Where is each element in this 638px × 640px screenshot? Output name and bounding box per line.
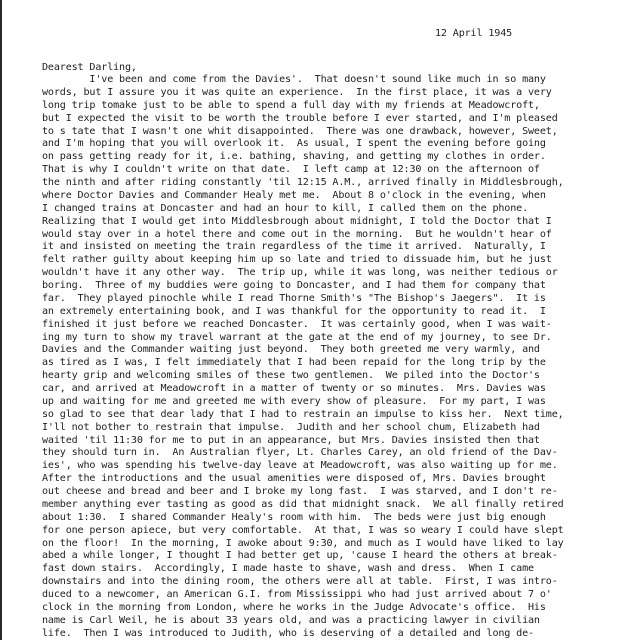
letter-line: clock in the morning from London, where he works in the Judge Advocate's office. His (42, 601, 546, 613)
letter-line: about 1:30. I shared Commander Healy's room with him. The beds were just big enough (42, 511, 546, 523)
letter-line: long trip tomake just to be able to spend a full day with my friends at Meadowcroft, (42, 99, 540, 111)
letter-line: After the introductions and the usual amenities were disposed of, Mrs. Davies brought (42, 473, 546, 485)
letter-line: fast down stairs. Accordingly, I made haste to shave, wash and dress. When I came (42, 563, 534, 575)
letter-line: up and waiting for me and greeted me with every show of pleasure. For my part, I was (42, 395, 546, 407)
letter-line: ies', who was spending his twelve-day leave at Meadowcroft, was also waiting up for me. (42, 460, 558, 472)
letter-line: I've been and come from the Davies'. That doesn't sound like much in so many (42, 74, 546, 85)
letter-line: life. Then I was introduced to Judith, who is deserving of a detailed and long de- (42, 627, 534, 639)
letter-line: ing my turn to show my travel warrant at the gate at the end of my journey, to see Dr. (42, 331, 552, 343)
letter-line: they should turn in. An Australian flyer, Lt. Charles Carey, an old friend of the Dav- (42, 447, 558, 459)
letter-line: name is Carl Weil, he is about 33 years old, and was a practicing lawyer in civilian (42, 614, 540, 626)
letter-line: it and insisted on meeting the train regardless of the time it arrived. Naturally, I (42, 241, 546, 253)
letter-line: and I'm hoping that you will overlook it. As usual, I spent the evening before going (42, 138, 546, 150)
letter-line: That is why I couldn't write on that date. I left camp at 12:30 on the afternoon of (42, 164, 540, 176)
letter-line: downstairs and into the dining room, the others were all at table. First, I was intro- (42, 576, 558, 588)
letter-line: far. They played pinochle while I read Thorne Smith's "The Bishop's Jaegers". It is (42, 292, 546, 304)
letter-line: an extremely entertaining book, and I was thankful for the opportunity to read it. I (42, 305, 546, 317)
letter-line: hearty grip and welcoming smiles of these two gentlemen. We piled into the Doctor's (42, 370, 540, 382)
letter-line: member anything ever tasting as good as did that midnight snack. We all finally retired (42, 498, 564, 510)
letter-line: felt rather guilty about keeping him up so late and tried to dissuade him, but he just (42, 254, 552, 266)
letter-salutation: Dearest Darling, (42, 62, 137, 73)
letter-line: I changed trains at Doncaster and had an hour to kill, I called them on the phone. (42, 202, 529, 214)
letter-line: Davies and the Commander waiting just beyond. They both greeted me very warmly, and (42, 344, 540, 356)
letter-line: on the floor! In the morning, I awoke about 9:30, and much as I would have liked to lay (42, 537, 564, 549)
letter-line: Realizing that I would get into Middlesbrough about midnight, I told the Doctor that I (42, 215, 552, 227)
letter-line: abed a while longer, I thought I had better get up, 'cause I heard the others at break- (42, 550, 558, 562)
letter-line: duced to a newcomer, an American G.I. from Mississippi who had just arrived about 7 o' (42, 589, 552, 600)
letter-date: 12 April 1945 (435, 28, 513, 39)
letter-line: for one person apiece, but very comfortable. At that, I was so weary I could have slept (42, 524, 564, 536)
letter-line: waited 'til 11:30 for me to put in an appearance, but Mrs. Davies insisted then that (42, 434, 540, 446)
letter-line: out cheese and bread and beer and I broke my long fast. I was starved, and I don't re- (42, 486, 558, 497)
letter-line: finished it just before we reached Doncaster. It was certainly good, when I was wait- (42, 318, 552, 330)
letter-body (42, 74, 564, 640)
letter-line: to s tate that I wasn't one whit disappointed. There was one drawback, however, Sweet, (42, 125, 558, 137)
letter-line: on pass getting ready for it, i.e. bathing, shaving, and getting my clothes in order. (42, 151, 546, 163)
letter-line: where Doctor Davies and Commander Healy met me. About 8 o'clock in the evening, when (42, 189, 546, 201)
letter-line: wouldn't have it any other way. The trip up, while it was long, was neither tedious or (42, 267, 558, 279)
letter-line: so glad to see that dear lady that I had to restrain an impulse to kiss her. Next time, (42, 408, 564, 420)
letter-line: but I expected the visit to be worth the trouble before I ever started, and I'm pleased (42, 112, 558, 124)
letter-line: boring. Three of my buddies were going to Doncaster, and I had them for company that (42, 280, 546, 291)
letter-line: words, but I assure you it was quite an experience. In the first place, it was a very (42, 86, 552, 98)
letter-line: the ninth and after riding constantly 'til 12:15 A.M., arrived finally in Middlesbrough, (42, 177, 564, 188)
letter-line: would stay over in a hotel there and come out in the morning. But he wouldn't hear of (42, 228, 552, 240)
letter-line: as tired as I was, I felt immediately that I had been repaid for the long trip by the (42, 357, 546, 369)
letter-line: I'll not bother to restrain that impulse. Judith and her school chum, Elizabeth had (42, 421, 540, 433)
letter-line: car, and arrived at Meadowcroft in a matter of twenty or so minutes. Mrs. Davies was (42, 383, 546, 394)
